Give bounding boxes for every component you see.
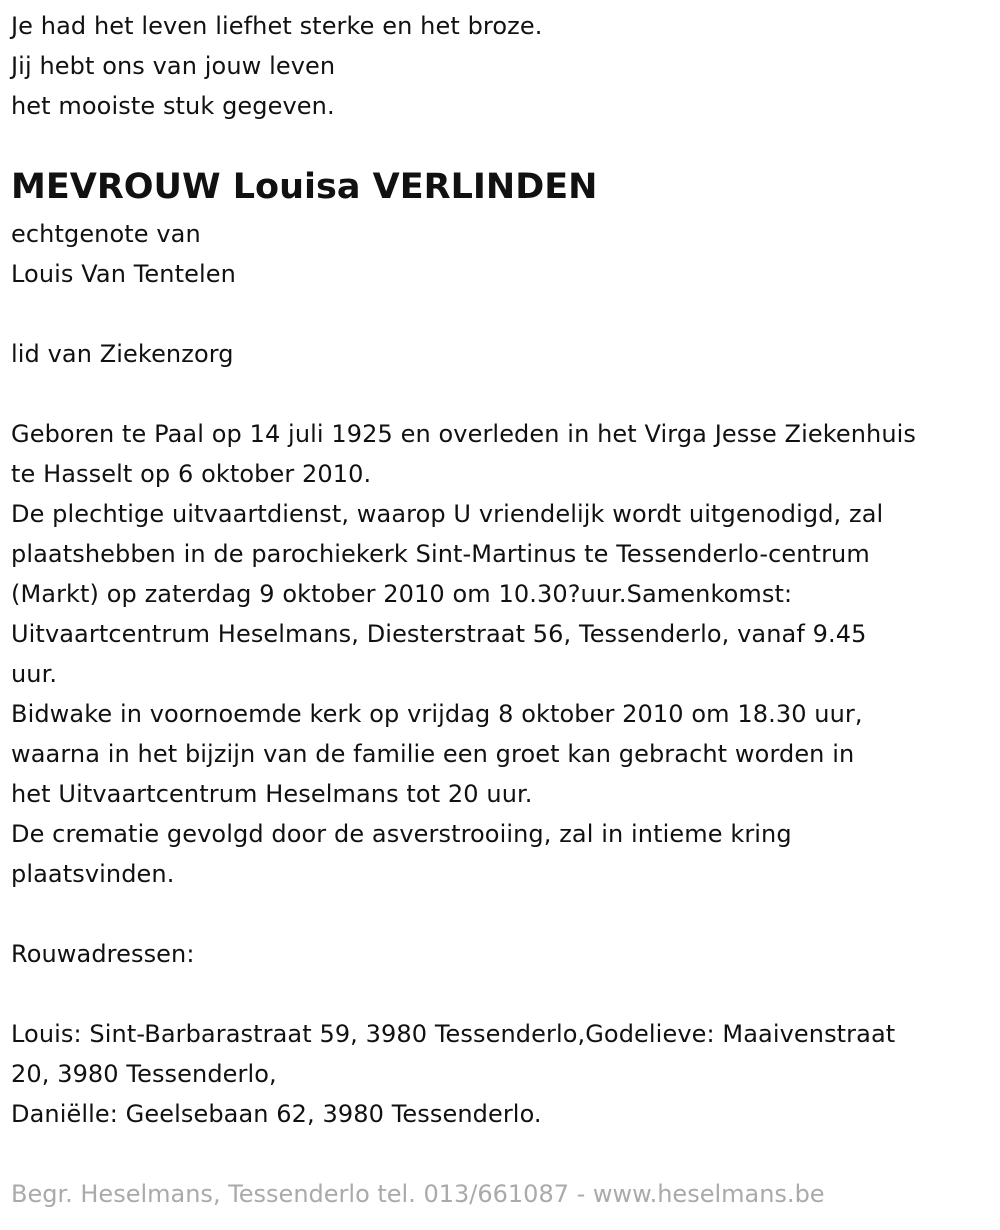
body-line: Geboren te Paal op 14 juli 1925 en overleden in het Virga Jesse Ziekenhuis (11, 420, 917, 448)
addresses-heading: Rouwadressen: (11, 940, 195, 968)
body-line: De plechtige uitvaartdienst, waarop U vriendelijk wordt uitgenodigd, zal (11, 500, 884, 528)
body-line: waarna in het bijzijn van de familie een groet kan gebracht worden in (11, 740, 855, 768)
poem-line-2: Jij hebt ons van jouw leven (11, 52, 336, 80)
address-line: 20, 3980 Tessenderlo, (11, 1060, 277, 1088)
body-line: te Hasselt op 6 oktober 2010. (11, 460, 372, 488)
body-line: (Markt) op zaterdag 9 oktober 2010 om 10.30?uur.Samenkomst: (11, 580, 793, 608)
body-line: Bidwake in voornoemde kerk op vrijdag 8 oktober 2010 om 18.30 uur, (11, 700, 863, 728)
address-line: Louis: Sint-Barbarastraat 59, 3980 Tessenderlo,Godelieve: Maaivenstraat (11, 1020, 896, 1048)
address-line: Daniëlle: Geelsebaan 62, 3980 Tessenderlo. (11, 1100, 542, 1128)
body-line: Uitvaartcentrum Heselmans, Diesterstraat 56, Tessenderlo, vanaf 9.45 (11, 620, 867, 648)
body-line: plaatshebben in de parochiekerk Sint-Martinus te Tessenderlo-centrum (11, 540, 870, 568)
body-line: het Uitvaartcentrum Heselmans tot 20 uur. (11, 780, 533, 808)
body-line: De crematie gevolgd door de asverstrooiing, zal in intieme kring (11, 820, 792, 848)
funeral-home-footer: Begr. Heselmans, Tessenderlo tel. 013/661087 - www.heselmans.be (11, 1180, 825, 1208)
membership: lid van Ziekenzorg (11, 340, 234, 368)
poem-line-1: Je had het leven liefhet sterke en het broze. (11, 12, 543, 40)
deceased-name: MEVROUW Louisa VERLINDEN (11, 167, 598, 207)
spouse-label: echtgenote van (11, 220, 201, 248)
spouse-name: Louis Van Tentelen (11, 260, 236, 288)
body-line: uur. (11, 660, 58, 688)
body-line: plaatsvinden. (11, 860, 175, 888)
poem-line-3: het mooiste stuk gegeven. (11, 92, 335, 120)
